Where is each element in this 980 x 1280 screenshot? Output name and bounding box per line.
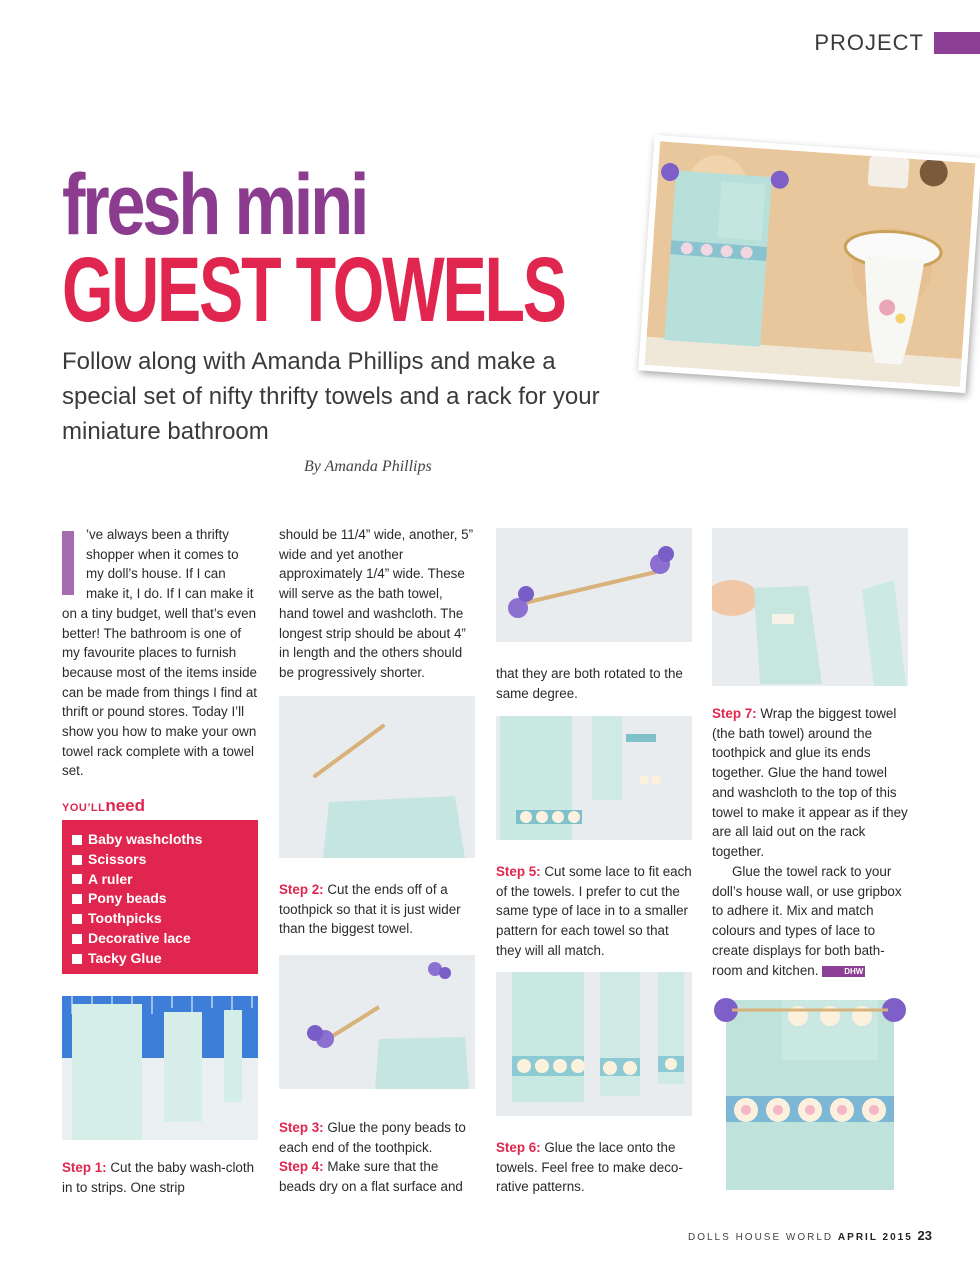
end-mark: DHW	[822, 966, 865, 977]
section-tag	[814, 30, 980, 56]
byline: By Amanda Phillips	[304, 458, 432, 475]
closing-paragraph: Glue the towel rack to your doll’s house wall, or use gripbox to adhere it. Mix and match colours and types of lace to create displays for both bath-room and kitchen. DHW	[712, 864, 902, 978]
supplies-item: Toothpicks	[72, 909, 258, 929]
supplies-item: Pony beads	[72, 889, 258, 909]
issue-date: APRIL 2015	[837, 1232, 913, 1243]
intro-column	[62, 525, 258, 781]
subtitle: Follow along with Amanda Phillips and make a special set of nifty thrifty towels and a rack for your miniature bathroom	[62, 348, 600, 445]
step6-paragraph: Step 6: Glue the lace onto the towels. Feel free to make deco-rative patterns.	[496, 1140, 683, 1195]
step7-photo	[712, 528, 908, 686]
step4-continued: that they are both rotated to the same degree.	[496, 666, 683, 701]
title-line-1: fresh mini	[62, 157, 367, 253]
step5-paragraph: Step 5: Cut some lace to fit each of the towels. I prefer to cut the same type of lace in to a smaller pattern for each towel so that they will all match.	[496, 864, 692, 958]
step7-paragraph: Step 7: Wrap the biggest towel (the bath towel) around the toothpick and glue its ends together. Glue the hand towel and washcloth to the top of this towel to make it appear as if they are all laid out on the rack together.	[712, 706, 908, 859]
step2-photo	[279, 696, 475, 858]
section-color-bar	[934, 32, 980, 54]
section-label: PROJECT	[814, 30, 924, 55]
supplies-item: Scissors	[72, 850, 258, 870]
step5-photo	[496, 716, 692, 840]
page-footer	[688, 1228, 932, 1243]
page-number: 23	[917, 1228, 933, 1243]
supplies-item: A ruler	[72, 870, 258, 890]
step3-photo	[279, 955, 475, 1089]
dropcap-mark	[62, 531, 74, 595]
step2-paragraph: Step 2: Cut the ends off of a toothpick so that it is just wider than the biggest towel.	[279, 882, 461, 937]
intro-text: ’ve always been a thrifty shopper when it comes to my doll’s house. If I can make it, I do. If I can make it on a tiny budget, well that’s even better! The bathroom is one of my favourite places to furnish because most of the items inside can be made from things I find at thrift or pound stores. Today I’ll show you how to make your own towel rack complete with a towel set.	[62, 527, 258, 779]
step6-photo	[496, 972, 692, 1116]
magazine-name: DOLLS HOUSE WORLD	[688, 1232, 834, 1243]
step4-photo	[496, 528, 692, 642]
hero-photo	[638, 135, 980, 393]
supplies-item: Decorative lace	[72, 929, 258, 949]
supplies-item: Tacky Glue	[72, 949, 258, 969]
step1-continued: should be 11/4” wide, another, 5” wide and yet another approximately 1/4” wide. These will serve as the bath towel, hand towel and washcloth. The longest strip should be about 4” in length and the others should be progressively shorter.	[279, 527, 474, 680]
you-need-heading: YOU’LLneed	[62, 796, 146, 815]
step3-4-paragraph: Step 3: Glue the pony beads to each end of the toothpick. Step 4: Make sure that the beads dry on a flat surface and	[279, 1120, 466, 1195]
supplies-list	[62, 820, 258, 974]
title-line-2: GUEST TOWELS	[62, 239, 565, 341]
finished-towels-photo	[712, 986, 908, 1196]
step1-paragraph: Step 1: Cut the baby wash-cloth in to strips. One strip	[62, 1160, 255, 1195]
supplies-item: Baby washcloths	[72, 830, 258, 850]
step1-photo	[62, 996, 258, 1140]
